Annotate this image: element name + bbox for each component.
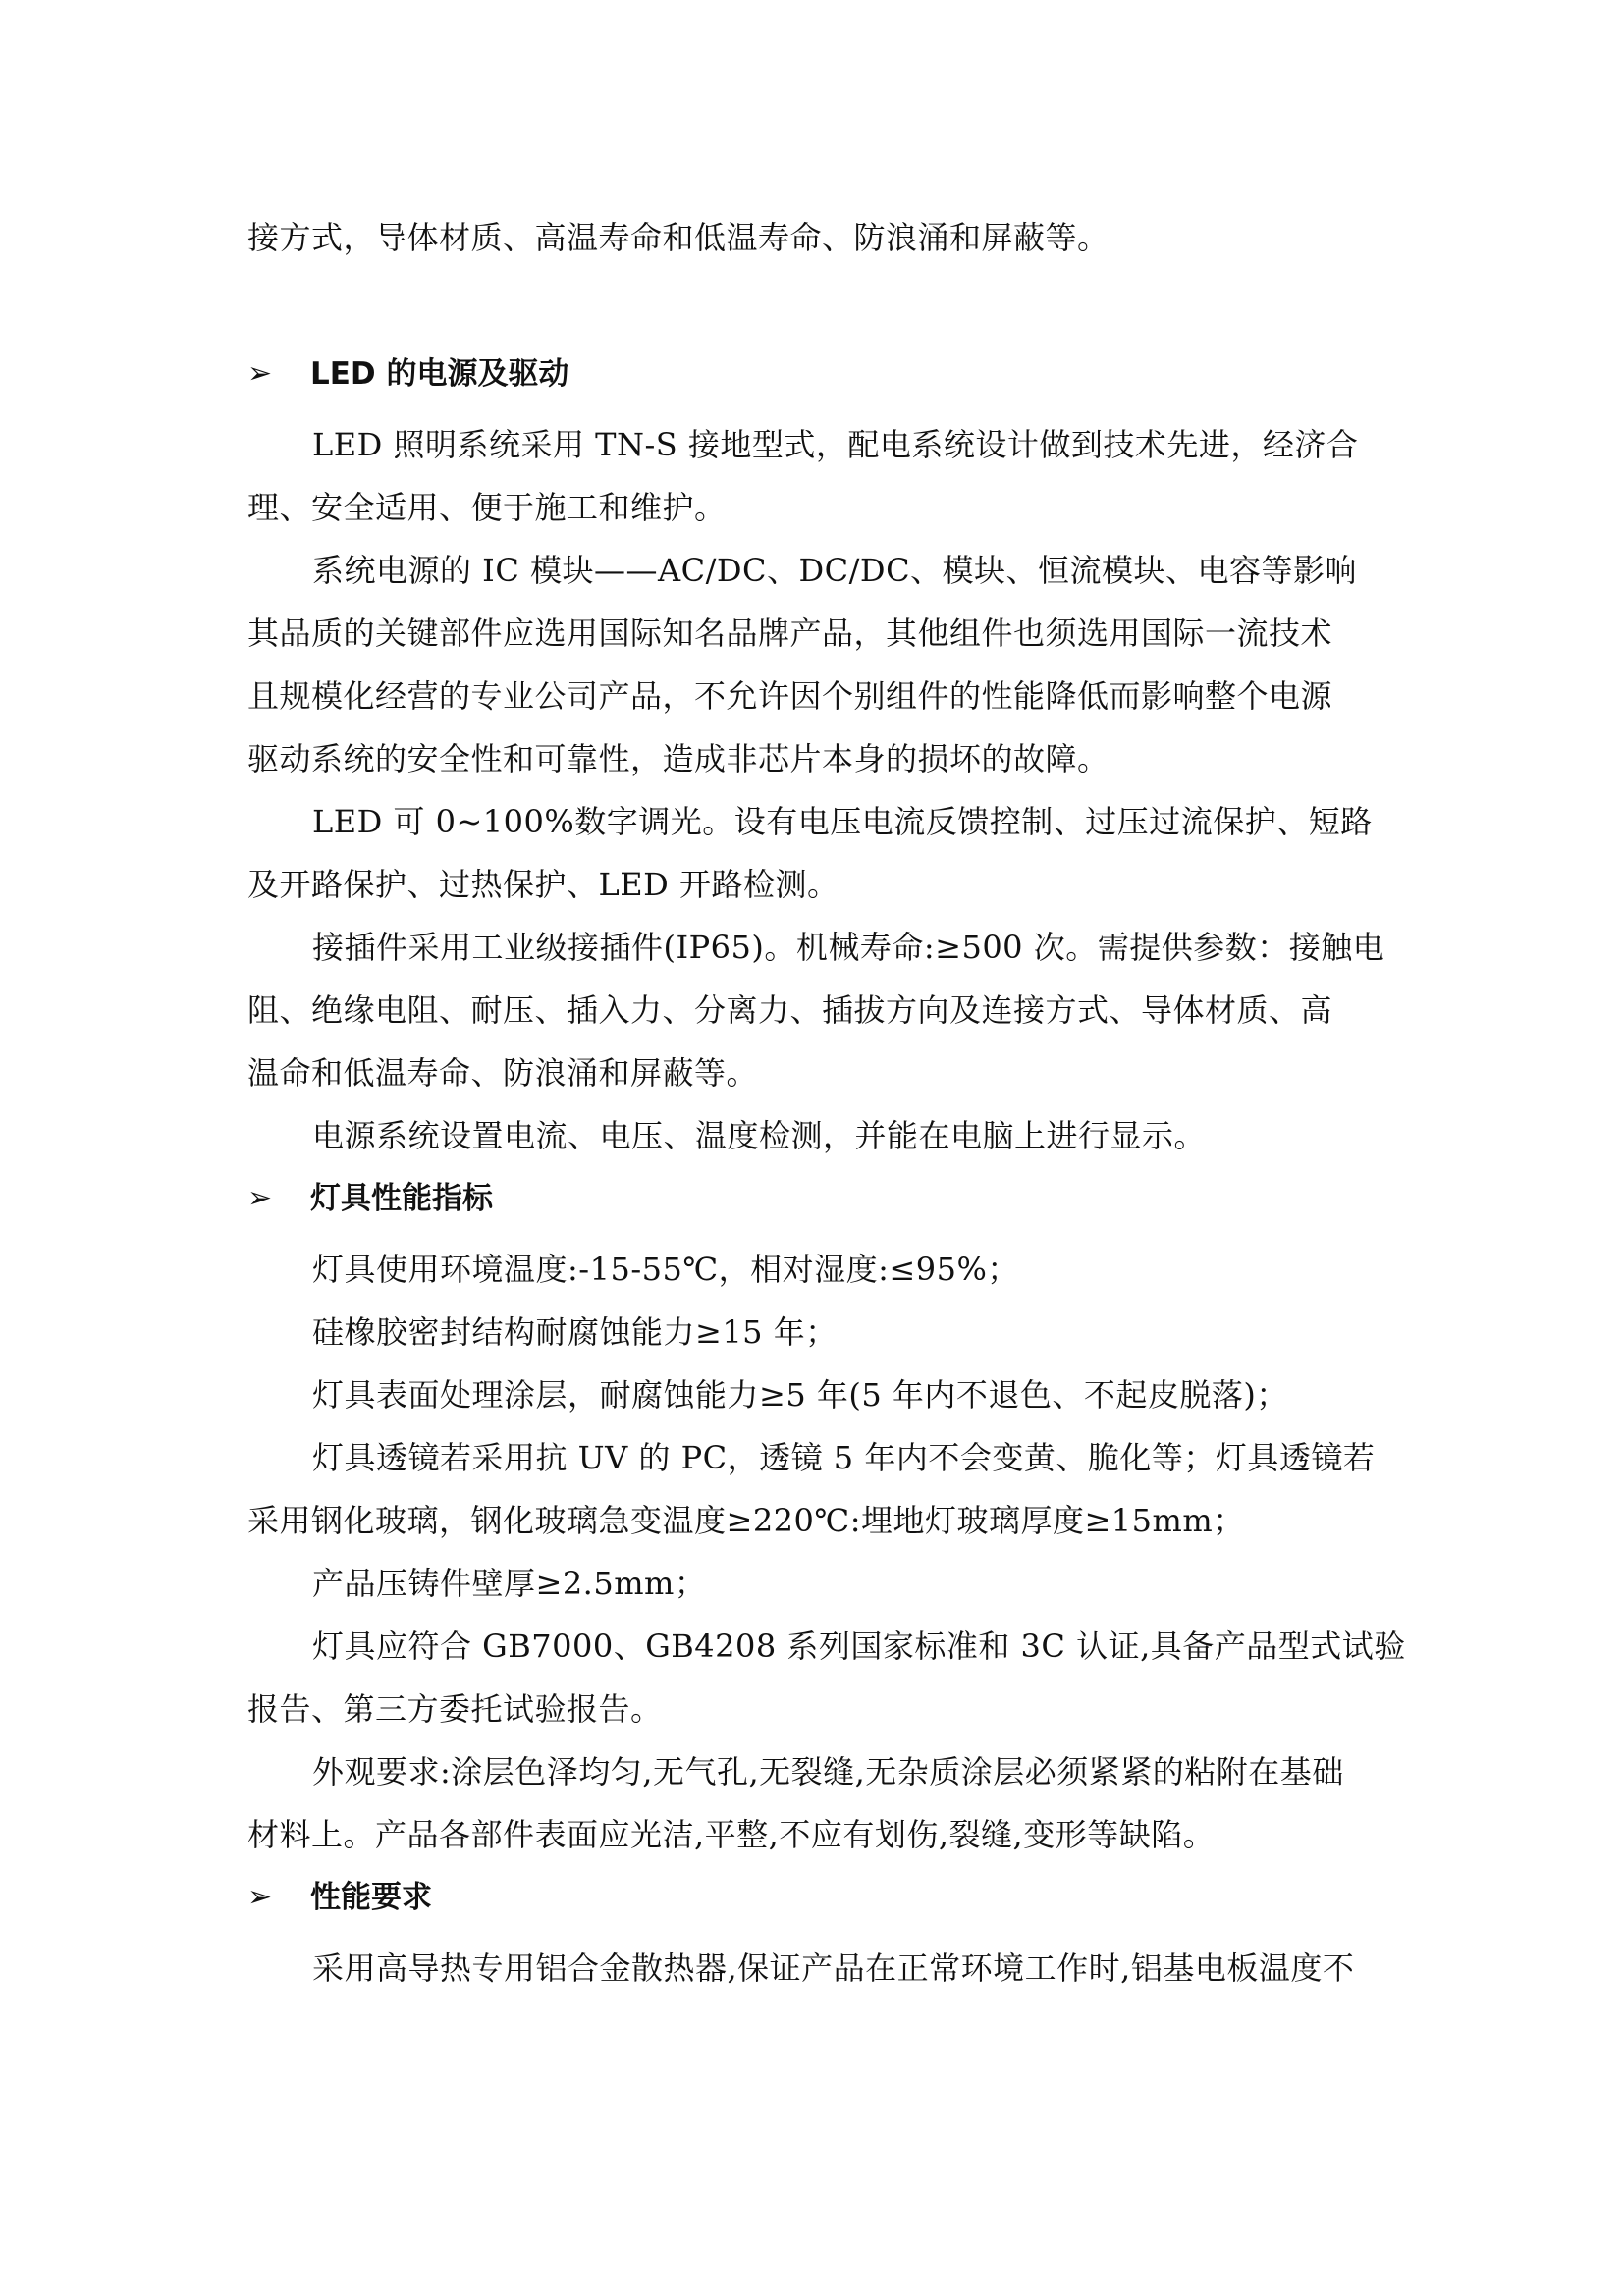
intro-text: 接方式，导体材质、高温寿命和低温寿命、防浪涌和屏蔽等。 (247, 219, 1110, 256)
paragraph-line: 报告、第三方委托试验报告。 (247, 1690, 663, 1728)
bullet-arrow-icon: ➢ (247, 1181, 273, 1215)
spacer (247, 405, 1386, 413)
paragraph-line: LED 照明系统采用 TN-S 接地型式，配电系统设计做到技术先进，经济合 (312, 426, 1359, 463)
document-page (247, 206, 1406, 2000)
paragraph-line: 理、安全适用、便于施工和维护。 (247, 489, 727, 526)
paragraph-line: 灯具使用环境温度:-15-55℃，相对湿度:≤95%； (312, 1251, 1019, 1288)
paragraph-line: LED 可 0~100%数字调光。设有电压电流反馈控制、过压过流保护、短路 (312, 803, 1373, 840)
paragraph-line: 灯具透镜若采用抗 UV 的 PC，透镜 5 年内不会变黄、脆化等；灯具透镜若 (312, 1439, 1376, 1476)
spacer (247, 269, 1386, 343)
paragraph-line: 采用钢化玻璃，钢化玻璃急变温度≥220℃:埋地灯玻璃厚度≥15mm； (247, 1502, 1245, 1539)
paragraph-line: 灯具应符合 GB7000、GB4208 系列国家标准和 3C 认证,具备产品型式试验 (312, 1628, 1406, 1665)
spacer (247, 1929, 1386, 1937)
section-title: 性能要求 (310, 1880, 432, 1915)
paragraph-line: 硅橡胶密封结构耐腐蚀能力≥15 年； (312, 1313, 838, 1351)
paragraph-line: 驱动系统的安全性和可靠性，造成非芯片本身的损坏的故障。 (247, 740, 1110, 777)
paragraph-line: 灯具表面处理涂层，耐腐蚀能力≥5 年(5 年内不退色、不起皮脱落)； (312, 1376, 1288, 1414)
section-title: 灯具性能指标 (310, 1181, 493, 1216)
paragraph-line: 接插件采用工业级接插件(IP65)。机械寿命:≥500 次。需提供参数：接触电 (312, 929, 1385, 966)
section-title: LED 的电源及驱动 (310, 356, 569, 392)
paragraph-line: 采用高导热专用铝合金散热器,保证产品在正常环境工作时,铝基电板温度不 (312, 1949, 1355, 1987)
paragraph-line: 材料上。产品各部件表面应光洁,平整,不应有划伤,裂缝,变形等缺陷。 (247, 1816, 1216, 1853)
paragraph-line: 外观要求:涂层色泽均匀,无气孔,无裂缝,无杂质涂层必须紧紧的粘附在基础 (312, 1753, 1344, 1790)
paragraph-line: 且规模化经营的专业公司产品，不允许因个别组件的性能降低而影响整个电源 (247, 677, 1333, 715)
paragraph-line: 温命和低温寿命、防浪涌和屏蔽等。 (247, 1054, 759, 1092)
section-heading-fixture (247, 1167, 1386, 1230)
paragraph-line: 产品压铸件壁厚≥2.5mm； (312, 1565, 707, 1602)
paragraph-line: 电源系统设置电流、电压、温度检测，并能在电脑上进行显示。 (312, 1117, 1207, 1154)
bullet-arrow-icon: ➢ (247, 356, 273, 391)
paragraph-line: 阻、绝缘电阻、耐压、插入力、分离力、插拔方向及连接方式、导体材质、高 (247, 991, 1333, 1029)
paragraph-line: 系统电源的 IC 模块——AC/DC、DC/DC、模块、恒流模块、电容等影响 (312, 552, 1358, 589)
section-heading-performance (247, 1866, 1386, 1929)
bullet-arrow-icon: ➢ (247, 1880, 273, 1914)
section-heading-power (247, 343, 1386, 405)
spacer (247, 1230, 1386, 1238)
paragraph-line: 及开路保护、过热保护、LED 开路检测。 (247, 866, 839, 903)
paragraph-line: 其品质的关键部件应选用国际知名品牌产品，其他组件也须选用国际一流技术 (247, 614, 1333, 652)
